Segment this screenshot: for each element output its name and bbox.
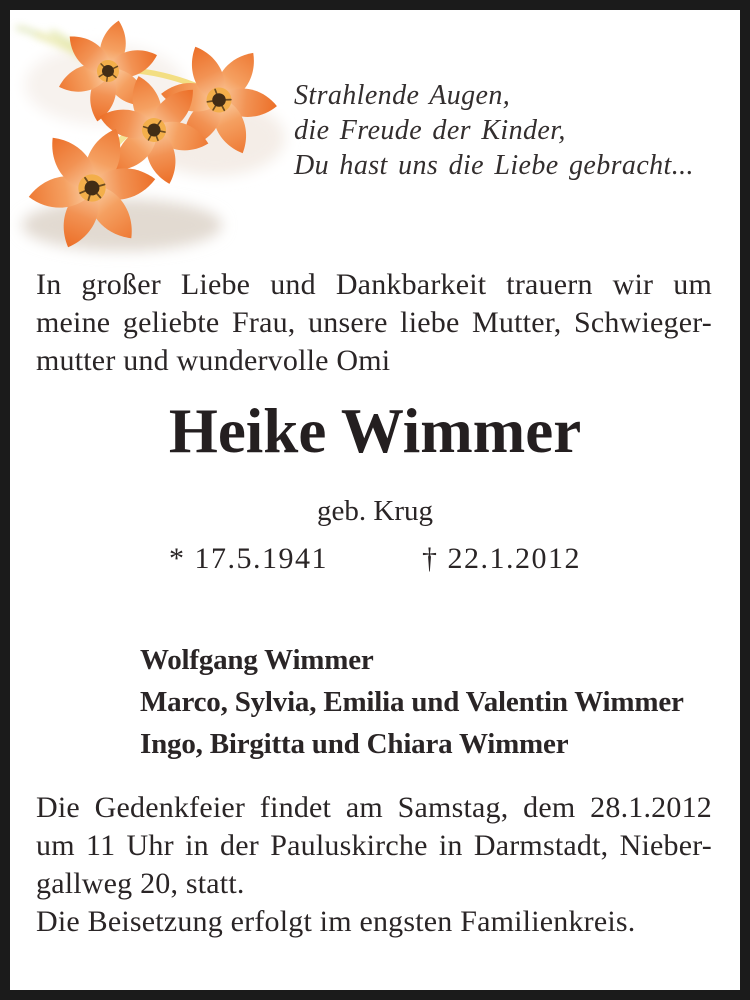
death-date: † 22.1.2012 <box>422 542 581 575</box>
life-dates <box>10 541 740 577</box>
service-line: Die Gedenkfeier findet am Samstag, dem 28.1.2012 <box>36 791 712 824</box>
service-line: gallweg 20, statt. <box>36 867 245 900</box>
intro-paragraph <box>36 266 712 380</box>
poem-line: Du hast uns die Liebe gebracht... <box>294 150 694 181</box>
deceased-name: Heike Wimmer <box>168 396 582 466</box>
intro-line: mutter und wundervolle Omi <box>36 344 391 377</box>
service-announcement <box>36 789 712 903</box>
birth-date: * 17.5.1941 <box>169 542 328 575</box>
intro-line: meine geliebte Frau, unsere liebe Mutter, Schwieger- <box>36 306 712 339</box>
mourner-line: Marco, Sylvia, Emilia und Valentin Wimmer <box>140 686 684 718</box>
poem-line: die Freude der Kinder, <box>294 115 566 146</box>
mourner-line: Ingo, Birgitta und Chiara Wimmer <box>140 728 569 760</box>
memorial-poem <box>294 78 724 183</box>
poem-line: Strahlende Augen, <box>294 80 511 111</box>
maiden-name: geb. Krug <box>317 495 433 527</box>
intro-line: In großer Liebe und Dankbarkeit trauern wir um <box>36 268 712 301</box>
burial-note: Die Beisetzung erfolgt im engsten Familienkreis. <box>36 905 636 938</box>
flowers-image <box>10 10 302 268</box>
mourners-list <box>140 639 720 765</box>
service-line: um 11 Uhr in der Pauluskirche in Darmstadt, Nieber- <box>36 829 712 862</box>
mourner-line: Wolfgang Wimmer <box>140 644 374 676</box>
